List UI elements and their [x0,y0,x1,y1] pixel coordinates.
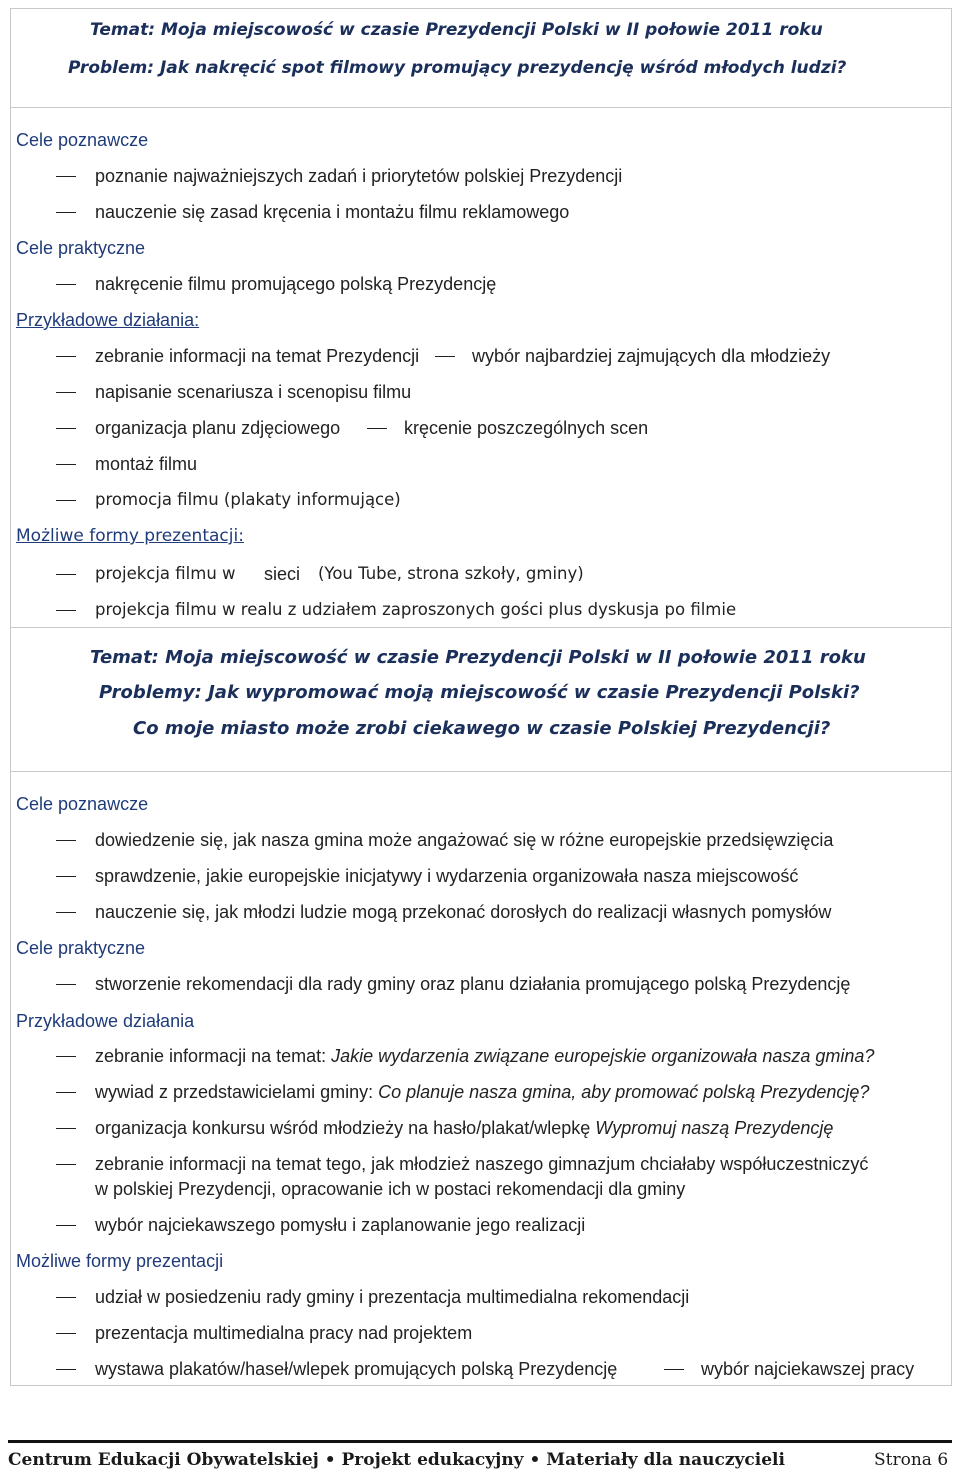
list-item: dowiedzenie się, jak nasza gmina może angażować się w różne europejskie przedsięwzięcia [95,830,834,850]
bullet-dash [56,1164,76,1165]
inline-dash [435,356,455,357]
bullet-dash [56,610,76,611]
section2-problem-2: Co moje miasto może zrobi ciekawego w czasie Polskiej Prezydencji? [133,718,831,739]
section1-practical-title: Cele praktyczne [16,238,146,258]
list-item: sprawdzenie, jakie europejskie inicjatywy i wydarzenia organizowała nasza miejscowość [95,866,799,886]
section1-actions-title: Przykładowe działania: [16,310,200,330]
list-item: sieci [264,564,301,584]
list-item: wywiad z przedstawicielami gminy: Co planuje nasza gmina, aby promować polską Prezydencję? [95,1082,870,1102]
section2-topic: Temat: Moja miejscowość w czasie Prezydencji Polski w II połowie 2011 roku [90,647,866,668]
list-item: wybór najciekawszego pomysłu i zaplanowanie jego realizacji [95,1215,586,1235]
bullet-dash [56,1333,76,1334]
list-item: zebranie informacji na temat Prezydencji [95,346,420,366]
list-item: organizacja planu zdjęciowego [95,418,341,438]
list-item: organizacja konkursu wśród młodzieży na hasło/plakat/wlepkę Wypromuj naszą Prezydencję [95,1118,834,1138]
list-item: promocja filmu (plakaty informujące) [95,490,401,509]
bullet-dash [56,212,76,213]
bullet-dash [56,912,76,913]
list-item: wybór najciekawszej pracy [701,1359,915,1379]
table-divider [10,107,952,108]
footer-rule [8,1440,952,1443]
list-item: prezentacja multimedialna pracy nad projektem [95,1323,473,1343]
section2-cognitive-title: Cele poznawcze [16,794,149,814]
list-item: nauczenie się, jak młodzi ludzie mogą przekonać dorosłych do realizacji własnych pomysłów [95,902,832,922]
bullet-dash [56,356,76,357]
footer-text: Centrum Edukacji Obywatelskiej • Projekt edukacyjny • Materiały dla nauczycieli [8,1450,785,1470]
table-divider [10,627,952,628]
bullet-dash [56,984,76,985]
section2-actions-title: Przykładowe działania [16,1011,195,1031]
bullet-dash [56,840,76,841]
section1-topic: Temat: Moja miejscowość w czasie Prezydencji Polski w II połowie 2011 roku [90,20,823,40]
bullet-dash [56,1369,76,1370]
bullet-dash [56,176,76,177]
bullet-dash [56,500,76,501]
bullet-dash [56,1056,76,1057]
list-item: stworzenie rekomendacji dla rady gminy oraz planu działania promującego polską Prezydencję [95,974,851,994]
list-item: wystawa plakatów/haseł/wlepek promujących polską Prezydencję [95,1359,618,1379]
list-item: napisanie scenariusza i scenopisu filmu [95,382,412,402]
bullet-dash [56,1297,76,1298]
list-item: wybór najbardziej zajmujących dla młodzieży [472,346,831,366]
bullet-dash [56,392,76,393]
inline-dash [664,1369,684,1370]
bullet-dash [56,574,76,575]
bullet-dash [56,464,76,465]
section2-problem-1: Problemy: Jak wypromować moją miejscowość w czasie Prezydencji Polski? [99,682,860,703]
list-item: kręcenie poszczególnych scen [404,418,649,438]
list-item: zebranie informacji na temat: Jakie wydarzenia związane europejskie organizowała nasza gmina? [95,1046,875,1066]
bullet-dash [56,284,76,285]
list-item: projekcja filmu w [95,564,236,583]
section2-practical-title: Cele praktyczne [16,938,146,958]
bullet-dash [56,876,76,877]
section1-cognitive-title: Cele poznawcze [16,130,149,150]
list-item: (You Tube, strona szkoły, gminy) [318,564,584,583]
section1-problem: Problem: Jak nakręcić spot filmowy promujący prezydencję wśród młodych ludzi? [68,58,847,78]
inline-dash [367,428,387,429]
table-divider [10,771,952,772]
list-item: projekcja filmu w realu z udziałem zaproszonych gości plus dyskusja po filmie [95,600,737,619]
section1-forms-title: Możliwe formy prezentacji: [16,526,244,546]
list-item: poznanie najważniejszych zadań i priorytetów polskiej Prezydencji [95,166,623,186]
page-number: Strona 6 [874,1450,949,1470]
bullet-dash [56,1128,76,1129]
list-item: nauczenie się zasad kręcenia i montażu filmu reklamowego [95,202,570,222]
bullet-dash [56,1092,76,1093]
section2-forms-title: Możliwe formy prezentacji [16,1251,224,1271]
list-item: udział w posiedzeniu rady gminy i prezentacja multimedialna rekomendacji [95,1287,690,1307]
list-item: nakręcenie filmu promującego polską Prezydencję [95,274,497,294]
bullet-dash [56,428,76,429]
bullet-dash [56,1225,76,1226]
list-item-continuation: w polskiej Prezydencji, opracowanie ich w postaci rekomendacji dla gminy [95,1179,686,1199]
list-item: montaż filmu [95,454,198,474]
list-item: zebranie informacji na temat tego, jak młodzież naszego gimnazjum chciałaby współuczestniczyć [95,1154,869,1174]
